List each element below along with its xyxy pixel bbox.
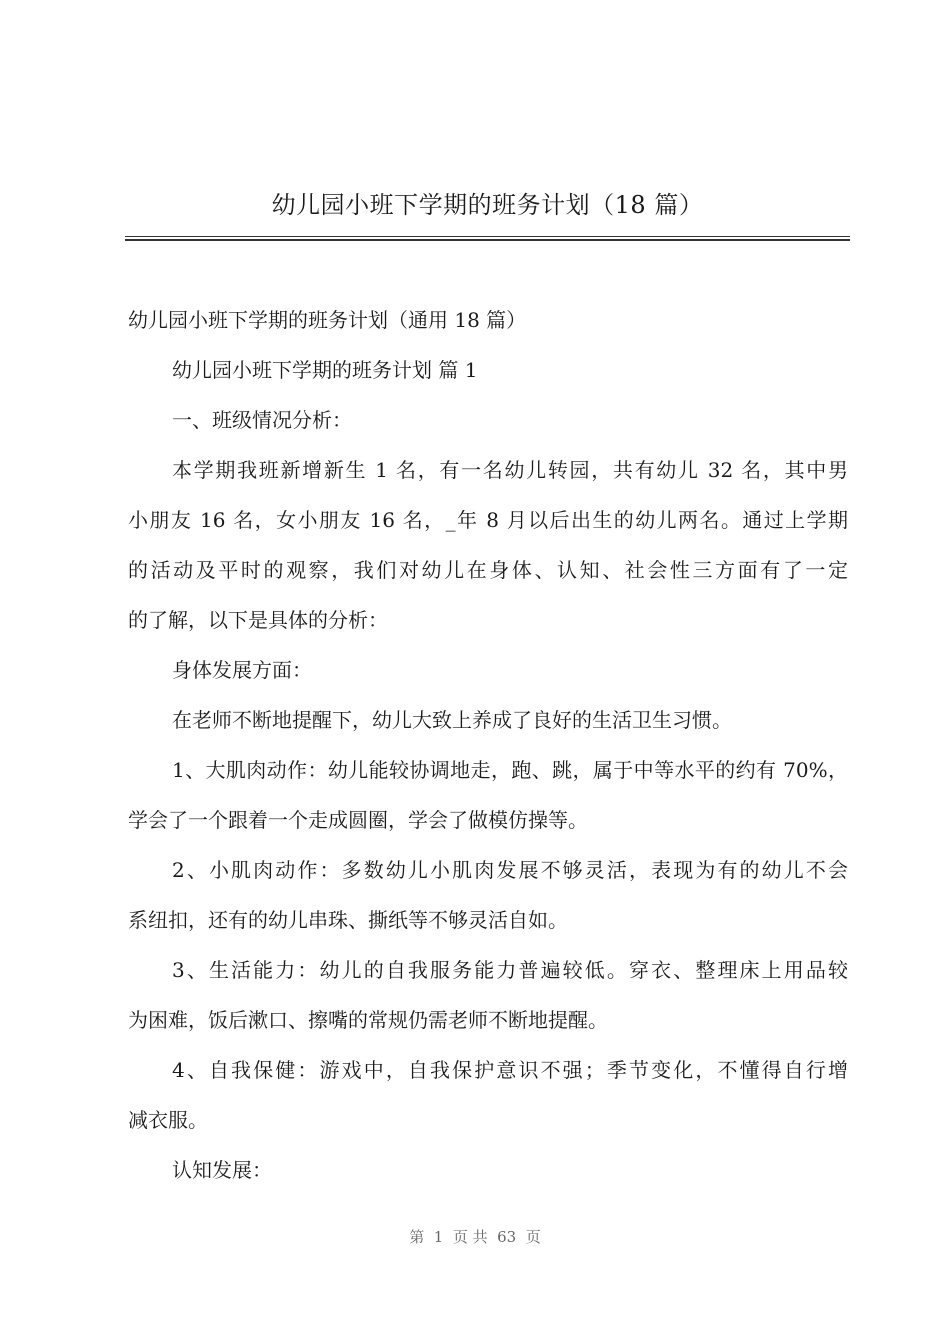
paragraph	[128, 645, 848, 695]
paragraph-line: 学会了一个跟着一个走成圆圈，学会了做模仿操等。	[128, 808, 588, 832]
paragraph	[128, 345, 848, 395]
paragraph-line: 幼儿园小班下学期的班务计划 篇 1	[172, 358, 478, 382]
paragraph	[128, 1145, 848, 1195]
paragraph	[128, 745, 848, 845]
paragraph-line: 身体发展方面：	[172, 658, 312, 682]
paragraph	[128, 845, 848, 945]
title-divider	[125, 236, 850, 241]
paragraph	[128, 445, 848, 645]
paragraph-line: 认知发展：	[172, 1158, 272, 1182]
document-title: 幼儿园小班下学期的班务计划（18 篇）	[271, 191, 704, 219]
paragraph-line: 1、大肌肉动作：幼儿能较协调地走，跑、跳，属于中等水平的约有 70%，	[172, 758, 848, 782]
paragraph-line: 一、班级情况分析：	[172, 408, 352, 432]
paragraph-line: 2、小肌肉动作：多数幼儿小肌肉发展不够灵活，表现为有的幼儿不会	[172, 858, 848, 882]
page-footer: 第 1 页 共 63 页	[409, 1228, 541, 1246]
paragraph-line: 的活动及平时的观察，我们对幼儿在身体、认知、社会性三方面有了一定	[128, 558, 848, 582]
paragraph-line: 幼儿园小班下学期的班务计划（通用 18 篇）	[128, 308, 527, 332]
paragraph-line: 系纽扣，还有的幼儿串珠、撕纸等不够灵活自如。	[128, 908, 568, 932]
document-body	[128, 295, 848, 1195]
paragraph-line: 小朋友 16 名，女小朋友 16 名，_年 8 月以后出生的幼儿两名。通过上学期	[128, 508, 848, 532]
paragraph-line: 的了解，以下是具体的分析：	[128, 608, 388, 632]
paragraph	[128, 1045, 848, 1145]
paragraph	[128, 695, 848, 745]
paragraph	[128, 395, 848, 445]
paragraph-line: 为困难，饭后漱口、擦嘴的常规仍需老师不断地提醒。	[128, 1008, 608, 1032]
paragraph-line: 3、生活能力：幼儿的自我服务能力普遍较低。穿衣、整理床上用品较	[172, 958, 848, 982]
paragraph	[128, 295, 848, 345]
paragraph-line: 4、自我保健：游戏中，自我保护意识不强；季节变化，不懂得自行增	[172, 1058, 848, 1082]
paragraph-line: 在老师不断地提醒下，幼儿大致上养成了良好的生活卫生习惯。	[172, 708, 732, 732]
paragraph-line: 本学期我班新增新生 1 名，有一名幼儿转园，共有幼儿 32 名，其中男	[172, 458, 848, 482]
paragraph-line: 减衣服。	[128, 1108, 208, 1132]
paragraph	[128, 945, 848, 1045]
